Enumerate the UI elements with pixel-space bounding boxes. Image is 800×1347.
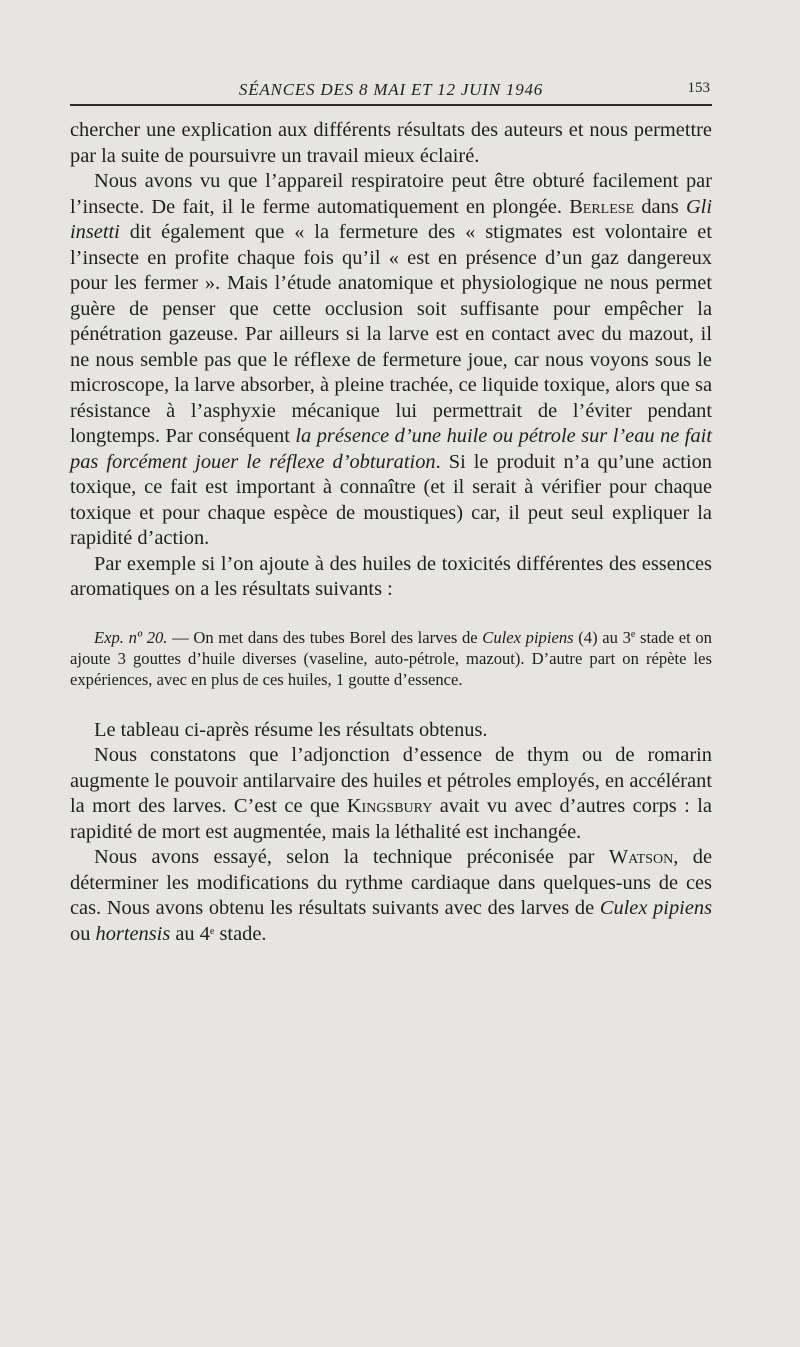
body-text: [70, 118, 712, 947]
paragraph-text: Le tableau ci-après résume les résultats obtenus.: [94, 718, 488, 741]
paragraph-thyme: [70, 743, 712, 845]
text-run: . Si le produit n’a qu’une action toxique, ce fait est important à connaître (et il serait à vérifier pour chaque toxique et pour chaque espèce de moustiques) car, il peut seul expliquer la rapidité d’action.: [70, 450, 712, 549]
text-run: dans: [634, 195, 686, 218]
running-header: [70, 74, 712, 106]
text-run: Nous avons essayé, selon la technique préconisée par: [94, 846, 609, 868]
paragraph-text: Par exemple si l’on ajoute à des huiles de toxicités différentes des essences aromatiques on a les résultats suivants :: [70, 552, 712, 600]
author-name: Kingsbury: [346, 795, 433, 817]
superscript: e: [209, 925, 215, 937]
paragraph-heart-rate: [70, 845, 712, 947]
species-name: Culex pipiens: [482, 627, 574, 647]
page-number: 153: [687, 80, 710, 96]
paragraph-example: [70, 552, 712, 603]
text-run: stade et on ajoute 3 gouttes d’huile diverses (vaseline, auto-pétrole, mazout). D’autre part on répète les expériences, avec en plus de ces huiles, 1 goutte d’essence.: [70, 627, 712, 689]
text-run: Nous avons vu que l’appareil respiratoire peut être obturé facilement par l’insecte. De fait, il le ferme automatiquement en plongée.: [70, 170, 712, 218]
text-run: ou: [70, 922, 96, 945]
paragraph-text: chercher une explication aux différents résultats des auteurs et nous permettre par la suite de poursuivre un travail mieux éclairé.: [70, 119, 712, 167]
text-run: , de déterminer les modifications du rythme cardiaque dans quelques-uns de ces cas. Nous avons obtenu les résultats suivants avec des larves de: [70, 846, 713, 919]
species-name: Culex pipiens: [599, 897, 713, 919]
text-run: — On met dans des tubes Borel des larves de: [167, 627, 483, 647]
text-run: dit également que « la fermeture des « stigmates est volontaire et l’insecte en profite chaque fois qu’il « est en présence d’un gaz dangereux pour les fermer ». Mais l’étude anatomique et physiologique ne nous permet guère de penser que cette occlusion soit suffisante pour empêcher la pénétration gazeuse. Par ailleurs si la larve est en contact avec du mazout, il ne nous semble pas que le réflexe de fermeture joue, car nous voyons sous le microscope, la larve absorber, à pleine trachée, ce liquide toxique, alors que sa résistance à l’asphyxie mécanique lui permettrait de l’éviter pendant longtemps. Par conséquent: [70, 221, 712, 447]
paragraph-table-intro: [70, 718, 712, 744]
running-title: SÉANCES DES 8 MAI ET 12 JUIN 1946: [238, 80, 544, 99]
author-name: Watson: [608, 846, 674, 868]
text-run: Nous constatons que l’adjonction d’essence de thym ou de romarin augmente le pouvoir antilarvaire des huiles et pétroles employés, en accélérant la mort des larves. C’est ce que: [70, 744, 712, 817]
text-run: (4) au 3: [573, 627, 631, 647]
paragraph-continuation: [70, 118, 712, 169]
paragraph-respiratory: [70, 169, 712, 552]
text-run: stade.: [214, 922, 267, 945]
experiment-label: Exp. nº 20.: [94, 627, 168, 647]
text-run: au 4: [170, 922, 210, 945]
experiment-note: [70, 627, 712, 690]
emphasis: la présence d’une huile ou pétrole sur l’eau ne fait pas forcément jouer le réflexe d’obturation: [70, 425, 712, 473]
book-title: Gli insetti: [70, 195, 712, 243]
superscript: e: [630, 628, 636, 640]
author-name: Berlese: [569, 195, 635, 218]
text-run: avait vu avec d’autres corps : la rapidité de mort est augmentée, mais la léthalité est inchangée.: [70, 795, 712, 843]
species-name: hortensis: [95, 922, 171, 945]
